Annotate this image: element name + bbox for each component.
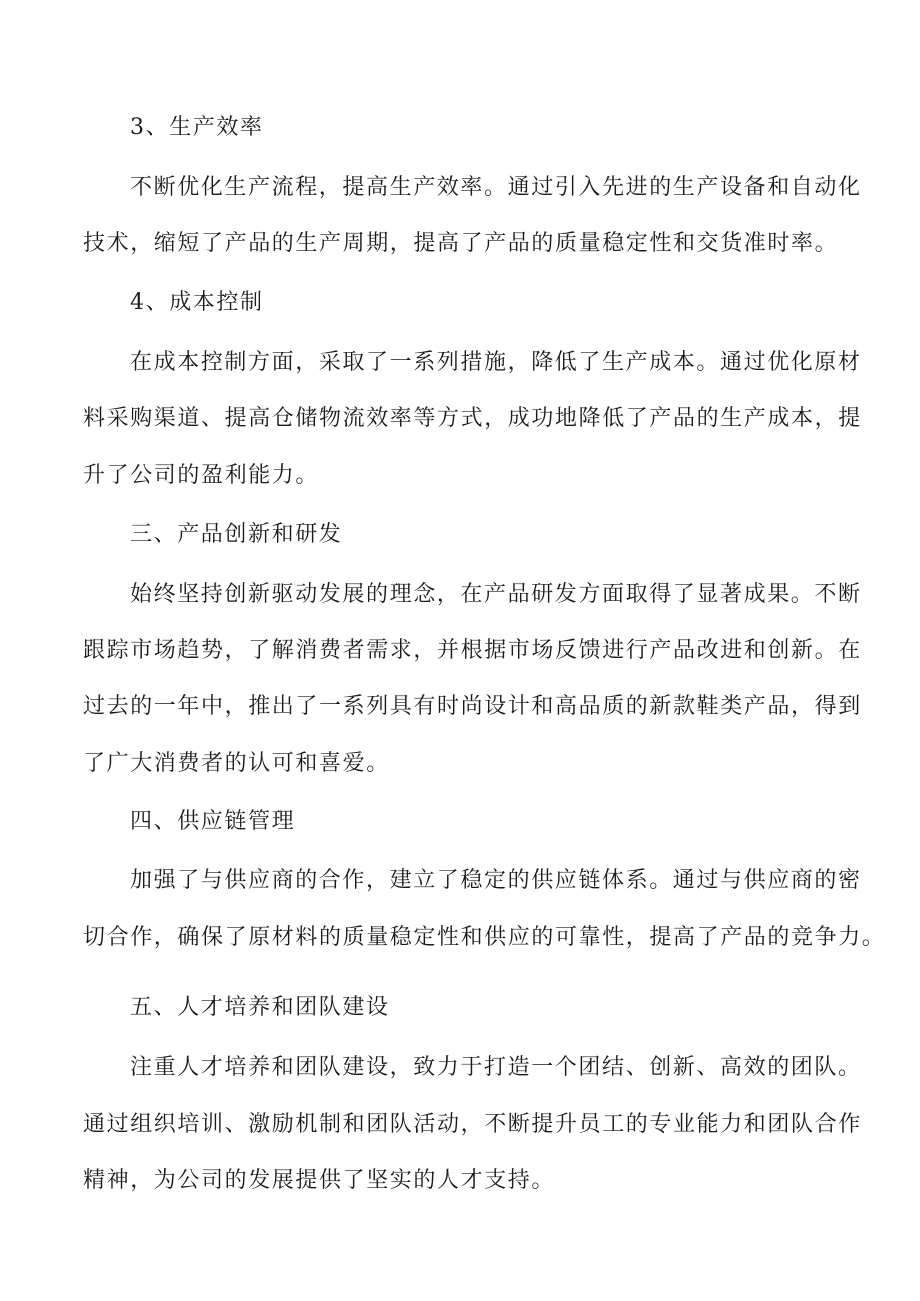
paragraph-line: 始终坚持创新驱动发展的理念，在产品研发方面取得了显著成果。不断 [130, 582, 862, 607]
paragraph-line: 精神，为公司的发展提供了坚实的人才支持。 [83, 1168, 556, 1193]
paragraph-line: 加强了与供应商的合作，建立了稳定的供应链体系。通过与供应商的密 [130, 868, 862, 893]
paragraph-line: 切合作，确保了原材料的质量稳定性和供应的可靠性，提高了产品的竞争力。 [83, 925, 886, 950]
paragraph-line: 跟踪市场趋势，了解消费者需求，并根据市场反馈进行产品改进和创新。在 [83, 638, 862, 663]
paragraph-line: 在成本控制方面，采取了一系列措施，降低了生产成本。通过优化原材 [130, 350, 862, 375]
paragraph-line: 不断优化生产流程，提高生产效率。通过引入先进的生产设备和自动化 [130, 175, 862, 200]
paragraph-line: 料采购渠道、提高仓储物流效率等方式，成功地降低了产品的生产成本，提 [83, 406, 862, 431]
section-heading: 四、供应链管理 [130, 809, 296, 834]
section-heading: 三、产品创新和研发 [130, 522, 343, 547]
paragraph-line: 了广大消费者的认可和喜爱。 [83, 751, 390, 776]
section-heading: 五、人才培养和团队建设 [130, 995, 390, 1020]
paragraph-line: 升了公司的盈利能力。 [83, 463, 320, 488]
paragraph-line: 过去的一年中，推出了一系列具有时尚设计和高品质的新款鞋类产品，得到 [83, 694, 862, 719]
section-heading: 3、生产效率 [130, 115, 264, 140]
section-heading: 4、成本控制 [130, 290, 264, 315]
paragraph-line: 技术，缩短了产品的生产周期，提高了产品的质量稳定性和交货准时率。 [83, 231, 839, 256]
paragraph-line: 注重人才培养和团队建设，致力于打造一个团结、创新、高效的团队。 [130, 1055, 862, 1080]
paragraph-line: 通过组织培训、激励机制和团队活动，不断提升员工的专业能力和团队合作 [83, 1112, 862, 1137]
